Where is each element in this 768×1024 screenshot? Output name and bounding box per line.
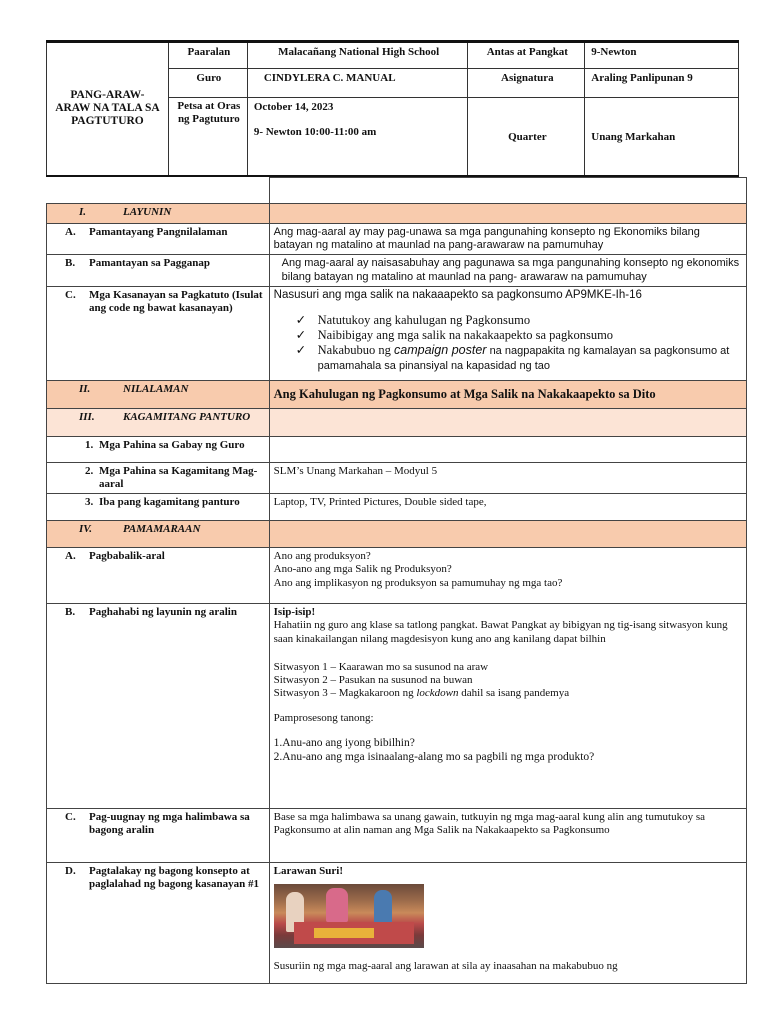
section-layunin	[47, 204, 747, 224]
activity-instructions: Hahatiin ng guro ang klase sa tatlong pangkat. Bawat Pangkat ay bibigyan ng tig-isang sitwasyon kung saan kinakailangan nilang magdesisyon kung ano ang kanilang dapat bilhin	[273, 619, 728, 645]
nilalaman-value: Ang Kahulugan ng Pagkonsumo at Mga Salik na Nakakaapekto sa Dito	[269, 380, 746, 408]
row-label: Pagbabalik-aral	[89, 550, 165, 563]
asignatura-value: Araling Panlipunan 9	[585, 69, 739, 98]
checkmark-icon: ✓	[295, 312, 307, 327]
row-value: Laptop, TV, Printed Pictures, Double sided tape,	[269, 494, 746, 521]
section-title: LAYUNIN	[123, 206, 172, 218]
row-paghahabi-ng-layunin: B. Paghahabi ng layunin ng aralin Isip-isip! Hahatiin ng guro ang klase sa tatlong pangkat. Bawat Pangkat ay bibigyan ng tig-isang sitwasyon kung saan kinakailangan nilang magdesisyon kung ano ang kanilang dapat bilhin Sitwasyon 1 – Kaarawan mo sa susunod na araw Sitwasyon 2 – Pasukan na susunod na buwan Sitwasyon 3 – Magkakaroon ng lockdown dahil sa isang pandemya Pamprosesong tanong: 1.Anu-ano ang iyong bibilhin? 2.Anu-ano ang mga isinaalang-alang mo sa pagbili ng mga produkto?	[47, 604, 747, 809]
section-number: III.	[79, 410, 95, 423]
objective-item: ✓ Naibibigay ang mga salik na nakakaapekto sa pagkonsumo	[295, 327, 614, 342]
row-pamantayang-pangnilalaman: A. Pamantayang Pangnilalaman Ang mag-aaral ay may pag-unawa sa mga pangunahing konsepto ng Ekonomiks bilang batayan ng matalino at maunlad na pang-arawaraw na pamumuhay	[47, 224, 747, 255]
antas-label: Antas at Pangkat	[468, 42, 585, 69]
row-pagbabalik-aral: A. Pagbabalik-aral Ano ang produksyon? Ano-ano ang mga Salik ng Produksyon? Ano ang implikasyon ng produksyon sa pamumuhay ng mga tao?	[47, 548, 747, 604]
processing-questions-heading: Pamprosesong tanong:	[273, 712, 374, 725]
situation-item: Sitwasyon 3 – Magkakaroon ng lockdown dahil sa isang pandemya	[273, 687, 570, 700]
row-pagtalakay-1: D. Pagtalakay ng bagong konsepto at paglalahad ng bagong kasanayan #1 Larawan Suri! Susuriin ng mga mag-aaral ang larawan at sila ay inaasahan na makabubuo ng	[47, 863, 747, 984]
processing-question: 1.Anu-ano ang iyong bibilhin?	[273, 737, 415, 750]
section-pamamaraan	[47, 521, 747, 548]
row-value	[269, 436, 746, 462]
objective-item: ✓ Nakabubuo ng campaign poster na nagpapakita ng kamalayan sa pagkonsumo at pamamahala sa pinansiyal na kapasidad ng tao	[295, 342, 730, 372]
review-question: Ano ang implikasyon ng produksyon sa pamumuhay ng mga tao?	[273, 576, 563, 589]
row-label: Pamantayan sa Pagganap	[89, 257, 211, 270]
document-title: PANG-ARAW-ARAW NA TALA SA PAGTUTURO	[47, 42, 169, 176]
market-photo	[274, 884, 424, 948]
section-nilalaman	[47, 380, 747, 408]
row-label: Pamantayang Pangnilalaman	[89, 226, 228, 238]
petsa-label: Petsa at Oras ng Pagtuturo	[168, 98, 247, 176]
asignatura-label: Asignatura	[468, 69, 585, 98]
row-label: Mga Pahina sa Gabay ng Guro	[99, 438, 245, 451]
activity-heading: Larawan Suri!	[273, 865, 344, 878]
section-title: NILALAMAN	[123, 382, 189, 395]
row-value: Ang mag-aaral ay may pag-unawa sa mga pangunahing konsepto ng Ekonomiks bilang batayan ng matalino at maunlad na pang-arawaraw na pamumuhay	[269, 224, 746, 255]
section-kagamitan	[47, 408, 747, 436]
row-iba-pang-kagamitan: 3. Iba pang kagamitang panturo Laptop, TV, Printed Pictures, Double sided tape,	[47, 494, 747, 521]
objective-item: ✓ Natutukoy ang kahulugan ng Pagkonsumo	[295, 312, 531, 327]
section-number: IV.	[79, 523, 92, 536]
quarter-value: Unang Markahan	[585, 98, 739, 176]
row-label: Mga Pahina sa Kagamitang Mag-aaral	[99, 464, 258, 490]
row-label: Pagtalakay ng bagong konsepto at paglalahad ng bagong kasanayan #1	[89, 865, 259, 891]
row-pahina-gabay-guro: 1. Mga Pahina sa Gabay ng Guro	[47, 436, 747, 462]
paaralan-label: Paaralan	[168, 42, 247, 69]
quarter-label: Quarter	[468, 98, 585, 176]
oras-value: 9- Newton 10:00-11:00 am	[253, 125, 377, 138]
row-label: Pag-uugnay ng mga halimbawa sa bagong aralin	[89, 811, 250, 837]
review-question: Ano-ano ang mga Salik ng Produksyon?	[273, 563, 452, 576]
situation-item: Sitwasyon 2 – Pasukan na susunod na buwan	[273, 673, 473, 686]
row-pahina-kagamitang-mag-aaral: 2. Mga Pahina sa Kagamitang Mag-aaral SLM’s Unang Markahan – Modyul 5	[47, 462, 747, 493]
checkmark-icon: ✓	[295, 327, 307, 342]
row-value: SLM’s Unang Markahan – Modyul 5	[269, 462, 746, 493]
section-title: PAMAMARAAN	[123, 523, 201, 536]
row-pamantayan-sa-pagganap: B. Pamantayan sa Pagganap Ang mag-aaral ay naisasabuhay ang pagunawa sa mga pangunahing konsepto ng ekonomiks bilang batayan ng matalino at maunlad na pang- arawaraw na pamumuhay	[47, 255, 747, 286]
activity-instructions: Susuriin ng mga mag-aaral ang larawan at sila ay inaasahan na makabubuo ng	[273, 960, 618, 973]
guro-label: Guro	[168, 69, 247, 98]
row-label: Paghahabi ng layunin ng aralin	[89, 606, 237, 619]
paaralan-value: Malacañang National High School	[247, 42, 468, 69]
section-number: I.	[79, 206, 87, 218]
antas-value: 9-Newton	[585, 42, 739, 69]
competency-code-text: Nasusuri ang mga salik na nakaaapekto sa pagkonsumo AP9MKE-Ih-16	[273, 288, 642, 301]
row-pag-uugnay: C. Pag-uugnay ng mga halimbawa sa bagong aralin Base sa mga halimbawa sa unang gawain, tutkuyin ng mga mag-aaral kung alin ang tumutukoy sa Pagkonsumo at alin naman ang Mga Salik na Nakakaapekto sa Pagkonsumo	[47, 809, 747, 863]
row-label: Mga Kasanayan sa Pagkatuto (Isulat ang code ng bawat kasanayan)	[89, 288, 263, 314]
row-value: Ang mag-aaral ay naisasabuhay ang pagunawa sa mga pangunahing konsepto ng ekonomiks bilang batayan ng matalino at maunlad na pang- arawaraw na pamumuhay	[269, 255, 746, 286]
activity-heading: Isip-isip!	[273, 606, 316, 619]
guro-value: CINDYLERA C. MANUAL	[247, 69, 468, 98]
review-question: Ano ang produksyon?	[273, 550, 371, 563]
processing-question: 2.Anu-ano ang mga isinaalang-alang mo sa pagbili ng mga produkto?	[273, 751, 595, 764]
petsa-value: October 14, 2023	[253, 101, 334, 113]
section-number: II.	[79, 382, 91, 395]
row-value: Base sa mga halimbawa sa unang gawain, tutkuyin ng mga mag-aaral kung alin ang tumutukoy sa Pagkonsumo at alin naman ang Mga Salik na Nakakaapekto sa Pagkonsumo	[269, 809, 746, 863]
checkmark-icon: ✓	[295, 342, 307, 357]
situation-item: Sitwasyon 1 – Kaarawan mo sa susunod na araw	[273, 660, 489, 673]
section-title: KAGAMITANG PANTURO	[123, 410, 251, 423]
row-label: Iba pang kagamitang panturo	[99, 496, 240, 509]
header-table	[46, 40, 739, 177]
lesson-plan-table	[46, 177, 747, 984]
row-mga-kasanayan: C. Mga Kasanayan sa Pagkatuto (Isulat ang code ng bawat kasanayan) Nasusuri ang mga salik na nakaaapekto sa pagkonsumo AP9MKE-Ih-16 ✓ Natutukoy ang kahulugan ng Pagkonsumo ✓ Naibibigay ang mga salik na nakakaapekto sa pagkonsumo ✓ Nakabubuo ng campaign poster na nagpapakita ng kamalayan sa pagkonsumo at pamamahala sa pinansiyal na kapasidad ng tao	[47, 286, 747, 380]
